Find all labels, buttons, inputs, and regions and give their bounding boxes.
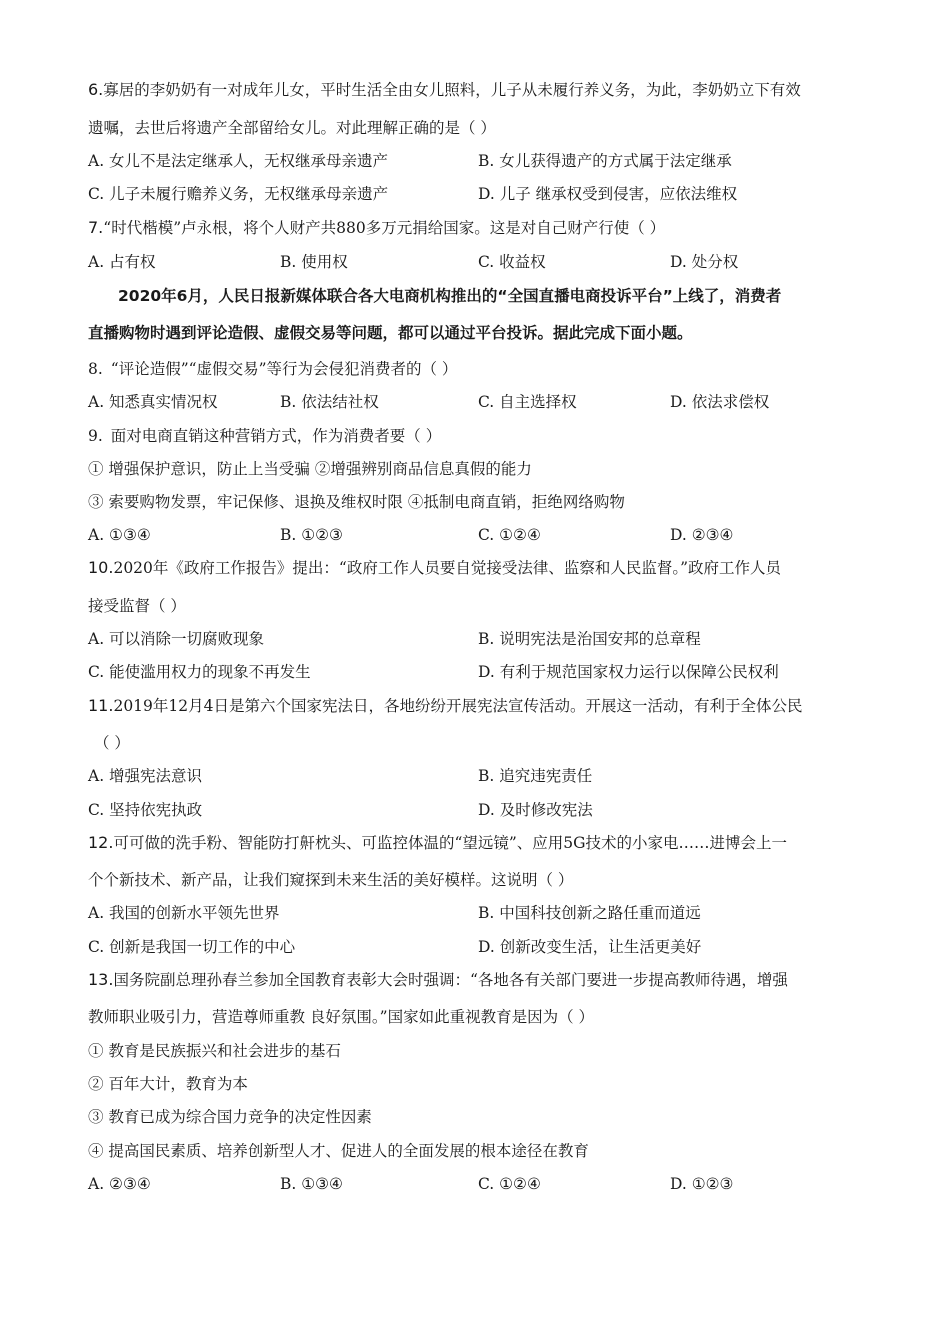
q10-stem-text1: 2020年《政府工作报告》提出：“政府工作人员要自觉接受法律、监察和人民监督。”政府工作人员 (113, 559, 782, 577)
q7-option-d: D. 处分权 (670, 253, 739, 271)
q13-item-2: ② 百年大计，教育为本 (88, 1075, 248, 1093)
q13-item-4: ④ 提高国民素质、培养创新型人才、促进人的全面发展的根本途径在教育 (88, 1142, 589, 1160)
q9-option-d: D. ②③④ (670, 526, 734, 544)
q11-option-a: A. 增强宪法意识 (88, 767, 203, 785)
q12-stem-line1 (88, 833, 787, 853)
q9-option-b: B. ①②③ (280, 526, 343, 544)
q10-option-c: C. 能使滥用权力的现象不再发生 (88, 663, 311, 681)
q9-option-c: C. ①②④ (478, 526, 541, 544)
material-line1: 2020年6月，人民日报新媒体联合各大电商机构推出的“全国直播电商投诉平台”上线了，消费者 (118, 287, 782, 305)
q10-stem-line1 (88, 558, 781, 578)
q11-stem-text1: 2019年12月4日是第六个国家宪法日，各地纷纷开展宪法宣传活动。开展这一活动，有利于全体公民 (113, 697, 803, 715)
q11-option-b: B. 追究违宪责任 (478, 767, 593, 785)
q8-stem-text1: “评论造假”“虚假交易”等行为会侵犯消费者的（ ） (110, 360, 458, 378)
q9-stem-line1 (88, 426, 441, 446)
q8-stem-line1 (88, 359, 457, 379)
q6-stem-line1 (88, 80, 801, 100)
q9-number: 9. (88, 427, 103, 445)
q12-option-b: B. 中国科技创新之路任重而道远 (478, 904, 701, 922)
q12-option-d: D. 创新改变生活，让生活更美好 (478, 938, 702, 956)
q13-stem-line1 (88, 970, 788, 990)
q8-option-a: A. 知悉真实情况权 (88, 393, 218, 411)
q13-option-b: B. ①③④ (280, 1175, 343, 1193)
q10-option-a: A. 可以消除一切腐败现象 (88, 630, 265, 648)
q7-stem-text1: “时代楷模”卢永根，将个人财产共880多万元捐给国家。这是对自己财产行使（ ） (103, 219, 666, 237)
q12-option-a: A. 我国的创新水平领先世界 (88, 904, 280, 922)
q6-option-d: D. 儿子 继承权受到侵害，应依法维权 (478, 185, 738, 203)
q6-stem-text1: 寡居的李奶奶有一对成年儿女，平时生活全由女儿照料，儿子从未履行养义务，为此，李奶奶立下有效 (103, 81, 801, 99)
q8-option-c: C. 自主选择权 (478, 393, 577, 411)
q6-option-b: B. 女儿获得遗产的方式属于法定继承 (478, 152, 732, 170)
q7-option-c: C. 收益权 (478, 253, 546, 271)
q12-stem-line2: 个个新技术、新产品，让我们窥探到未来生活的美好模样。这说明（ ） (88, 871, 574, 889)
q10-number: 10. (88, 558, 114, 577)
q11-stem-line2: （ ） (94, 734, 130, 752)
q9-item-line1: ① 增强保护意识，防止上当受骗 ②增强辨别商品信息真假的能力 (88, 460, 532, 478)
q13-number: 13. (88, 970, 114, 989)
q7-option-a: A. 占有权 (88, 253, 156, 271)
q11-number: 11. (88, 696, 114, 715)
q13-option-a: A. ②③④ (88, 1175, 151, 1193)
q9-item-line2: ③ 索要购物发票，牢记保修、退换及维权时限 ④抵制电商直销，拒绝网络购物 (88, 493, 625, 511)
material-line2: 直播购物时遇到评论造假、虚假交易等问题，都可以通过平台投诉。据此完成下面小题。 (88, 324, 693, 342)
q13-stem-line2: 教师职业吸引力，营造尊师重教 良好氛围。”国家如此重视教育是因为（ ） (88, 1008, 595, 1026)
q12-option-c: C. 创新是我国一切工作的中心 (88, 938, 296, 956)
q9-option-a: A. ①③④ (88, 526, 151, 544)
q13-item-1: ① 教育是民族振兴和社会进步的基石 (88, 1042, 341, 1060)
q7-number: 7. (88, 218, 104, 237)
q7-stem-line1 (88, 218, 665, 238)
q6-option-c: C. 儿子未履行赡养义务，无权继承母亲遗产 (88, 185, 389, 203)
q11-option-c: C. 坚持依宪执政 (88, 801, 203, 819)
q13-item-3: ③ 教育已成为综合国力竞争的决定性因素 (88, 1108, 372, 1126)
q8-number: 8. (88, 360, 103, 378)
q13-stem-text1: 国务院副总理孙春兰参加全国教育表彰大会时强调：“各地各有关部门要进一步提高教师待遇，增强 (113, 971, 788, 989)
q8-option-d: D. 依法求偿权 (670, 393, 770, 411)
q9-stem-text1: 面对电商直销这种营销方式，作为消费者要（ ） (110, 427, 442, 445)
q12-stem-text1: 可可做的洗手粉、智能防打鼾枕头、可监控体温的“望远镜”、应用5G技术的小家电……进博会上一 (113, 834, 788, 852)
q12-number: 12. (88, 833, 114, 852)
q10-option-d: D. 有利于规范国家权力运行以保障公民权利 (478, 663, 779, 681)
q11-option-d: D. 及时修改宪法 (478, 801, 593, 819)
q6-stem-line2: 遗嘱，去世后将遗产全部留给女儿。对此理解正确的是（ ） (88, 119, 496, 137)
q10-stem-line2: 接受监督（ ） (88, 597, 186, 615)
q13-option-d: D. ①②③ (670, 1175, 734, 1193)
q6-option-a: A. 女儿不是法定继承人，无权继承母亲遗产 (88, 152, 389, 170)
q11-stem-line1 (88, 696, 803, 716)
q7-option-b: B. 使用权 (280, 253, 348, 271)
q6-number: 6. (88, 80, 104, 99)
q8-option-b: B. 依法结社权 (280, 393, 379, 411)
q13-option-c: C. ①②④ (478, 1175, 541, 1193)
q10-option-b: B. 说明宪法是治国安邦的总章程 (478, 630, 701, 648)
